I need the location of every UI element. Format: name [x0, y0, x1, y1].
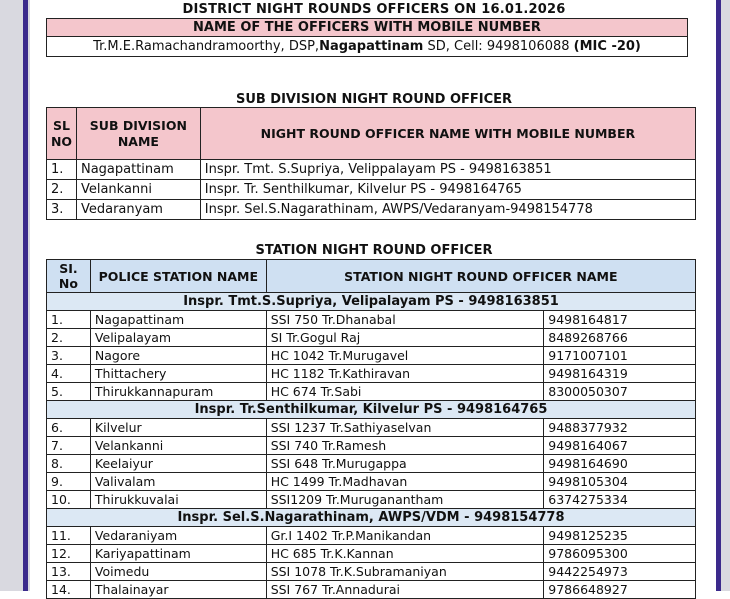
station-sl-cell: 8. — [47, 455, 91, 473]
table-row — [47, 419, 696, 437]
station-sl-cell: 13. — [47, 563, 91, 581]
station-officer-cell: HC 1182 Tr.Kathiravan — [266, 365, 544, 383]
station-sl-cell: 9. — [47, 473, 91, 491]
document-title: DISTRICT NIGHT ROUNDS OFFICERS ON 16.01.2026 — [182, 2, 566, 17]
officers-header: NAME OF THE OFFICERS WITH MOBILE NUMBER — [47, 19, 688, 37]
group-heading-row — [47, 293, 696, 311]
station-header-sl: SI. No — [47, 260, 91, 293]
station-name-cell: Velipalayam — [90, 329, 266, 347]
station-name-cell: Nagore — [90, 347, 266, 365]
station-officer-cell: Gr.I 1402 Tr.P.Manikandan — [266, 527, 544, 545]
station-header-officer: STATION NIGHT ROUND OFFICER NAME — [266, 260, 695, 293]
group-heading: Inspr. Sel.S.Nagarathinam, AWPS/VDM - 9498154778 — [47, 509, 696, 527]
station-officer-cell: SI Tr.Gogul Raj — [266, 329, 544, 347]
station-name-cell: Thalainayar — [90, 581, 266, 599]
table-row — [47, 581, 696, 599]
table-row — [47, 200, 696, 220]
station-mobile-cell: 9442254973 — [544, 563, 696, 581]
station-mobile-cell: 9498164067 — [544, 437, 696, 455]
station-mobile-cell: 9498164319 — [544, 365, 696, 383]
station-name-cell: Thirukkuvalai — [90, 491, 266, 509]
sub-sl-cell: 2. — [47, 180, 77, 200]
station-name-cell: Keelaiyur — [90, 455, 266, 473]
station-name-cell: Nagapattinam — [90, 311, 266, 329]
sub-sl-cell: 1. — [47, 160, 77, 180]
station-name-cell: Thittachery — [90, 365, 266, 383]
station-title: STATION NIGHT ROUND OFFICER — [255, 243, 493, 258]
sub-officer-cell: Inspr. Tr. Senthilkumar, Kilvelur PS - 9498164765 — [200, 180, 695, 200]
station-officer-cell: SSI 1078 Tr.K.Subramaniyan — [266, 563, 544, 581]
officers-line-suffix: SD, Cell: 9498106088 — [423, 39, 574, 54]
station-name-cell: Velankanni — [90, 437, 266, 455]
sub-header-division: SUB DIVISION NAME — [76, 108, 200, 160]
station-sl-cell: 11. — [47, 527, 91, 545]
table-row — [47, 311, 696, 329]
sub-division-table — [46, 107, 696, 220]
officers-line-place: Nagapattinam — [319, 39, 424, 54]
station-mobile-cell: 9488377932 — [544, 419, 696, 437]
station-sl-cell: 12. — [47, 545, 91, 563]
station-officer-cell: SSI 767 Tr.Annadurai — [266, 581, 544, 599]
table-row — [47, 455, 696, 473]
group-heading-row — [47, 509, 696, 527]
table-row — [47, 473, 696, 491]
station-name-cell: Kilvelur — [90, 419, 266, 437]
sub-officer-cell: Inspr. Tmt. S.Supriya, Velippalayam PS - 9498163851 — [200, 160, 695, 180]
right-page-border — [716, 0, 730, 591]
station-sl-cell: 7. — [47, 437, 91, 455]
station-mobile-cell: 8300050307 — [544, 383, 696, 401]
table-row — [47, 437, 696, 455]
station-name-cell: Thirukkannapuram — [90, 383, 266, 401]
sub-division-rows — [47, 160, 696, 220]
sub-division-cell: Vedaranyam — [76, 200, 200, 220]
left-page-border — [0, 0, 30, 591]
table-row — [47, 383, 696, 401]
table-row — [47, 160, 696, 180]
station-sl-cell: 14. — [47, 581, 91, 599]
officers-line — [47, 37, 688, 57]
station-mobile-cell: 6374275334 — [544, 491, 696, 509]
table-row — [47, 180, 696, 200]
group-heading-row — [47, 401, 696, 419]
group-heading: Inspr. Tr.Senthilkumar, Kilvelur PS - 9498164765 — [47, 401, 696, 419]
sub-division-cell: Velankanni — [76, 180, 200, 200]
station-table — [46, 259, 696, 599]
station-sl-cell: 1. — [47, 311, 91, 329]
station-officer-cell: SSI 1237 Tr.Sathiyaselvan — [266, 419, 544, 437]
station-mobile-cell: 8489268766 — [544, 329, 696, 347]
document-page — [32, 0, 716, 597]
station-officer-cell: HC 685 Tr.K.Kannan — [266, 545, 544, 563]
table-row — [47, 347, 696, 365]
station-name-cell: Vedaraniyam — [90, 527, 266, 545]
station-mobile-cell: 9498105304 — [544, 473, 696, 491]
officers-line-code: (MIC -20) — [573, 39, 641, 54]
station-mobile-cell: 9786648927 — [544, 581, 696, 599]
station-mobile-cell: 9786095300 — [544, 545, 696, 563]
station-sl-cell: 3. — [47, 347, 91, 365]
table-row — [47, 527, 696, 545]
station-mobile-cell: 9498164817 — [544, 311, 696, 329]
station-officer-cell: HC 674 Tr.Sabi — [266, 383, 544, 401]
sub-division-title: SUB DIVISION NIGHT ROUND OFFICER — [235, 92, 513, 107]
sub-header-officer: NIGHT ROUND OFFICER NAME WITH MOBILE NUMBER — [200, 108, 695, 160]
station-mobile-cell: 9171007101 — [544, 347, 696, 365]
station-officer-cell: HC 1042 Tr.Murugavel — [266, 347, 544, 365]
sub-header-sl: SL NO — [47, 108, 77, 160]
table-row — [47, 491, 696, 509]
station-officer-cell: SSI 740 Tr.Ramesh — [266, 437, 544, 455]
table-row — [47, 545, 696, 563]
station-sl-cell: 5. — [47, 383, 91, 401]
table-row — [47, 563, 696, 581]
station-mobile-cell: 9498125235 — [544, 527, 696, 545]
station-sl-cell: 6. — [47, 419, 91, 437]
sub-sl-cell: 3. — [47, 200, 77, 220]
station-officer-cell: HC 1499 Tr.Madhavan — [266, 473, 544, 491]
table-row — [47, 365, 696, 383]
group-heading: Inspr. Tmt.S.Supriya, Velipalayam PS - 9498163851 — [47, 293, 696, 311]
station-rows — [47, 293, 696, 599]
station-officer-cell: SSI 648 Tr.Murugappa — [266, 455, 544, 473]
station-name-cell: Kariyapattinam — [90, 545, 266, 563]
officers-table — [46, 18, 688, 57]
station-officer-cell: SSI1209 Tr.Muruganantham — [266, 491, 544, 509]
station-header-station: POLICE STATION NAME — [90, 260, 266, 293]
table-row — [47, 329, 696, 347]
station-officer-cell: SSI 750 Tr.Dhanabal — [266, 311, 544, 329]
station-sl-cell: 4. — [47, 365, 91, 383]
officers-line-prefix: Tr.M.E.Ramachandramoorthy, DSP, — [93, 39, 320, 54]
station-name-cell: Voimedu — [90, 563, 266, 581]
station-name-cell: Valivalam — [90, 473, 266, 491]
station-sl-cell: 10. — [47, 491, 91, 509]
sub-officer-cell: Inspr. Sel.S.Nagarathinam, AWPS/Vedaranyam-9498154778 — [200, 200, 695, 220]
sub-division-cell: Nagapattinam — [76, 160, 200, 180]
station-mobile-cell: 9498164690 — [544, 455, 696, 473]
station-sl-cell: 2. — [47, 329, 91, 347]
